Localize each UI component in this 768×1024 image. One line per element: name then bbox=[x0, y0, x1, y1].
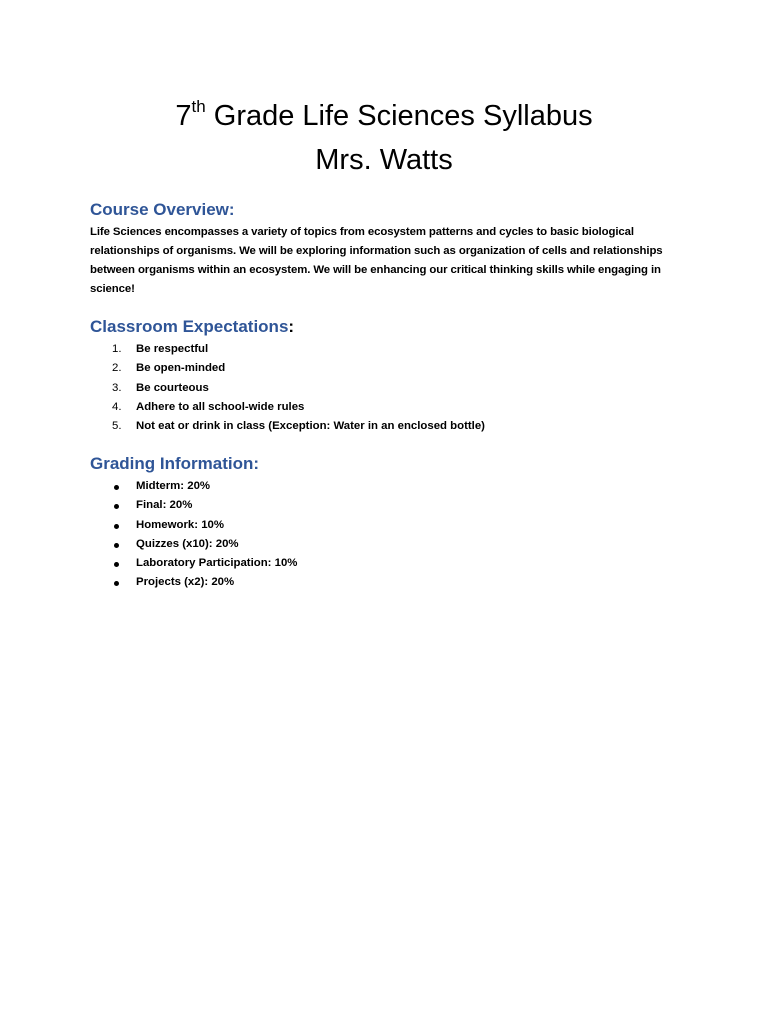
list-item bbox=[90, 359, 680, 378]
list-item-text: Adhere to all school-wide rules bbox=[136, 400, 305, 413]
grading-information-section bbox=[90, 453, 680, 593]
title-line-1 bbox=[0, 94, 768, 138]
list-item-text: Projects (x2): 20% bbox=[136, 576, 235, 589]
bullet-icon bbox=[114, 485, 119, 490]
list-item-text: Laboratory Participation: 10% bbox=[136, 557, 298, 570]
classroom-expectations-heading-colon: : bbox=[288, 317, 295, 336]
grading-information-heading-text: Grading Information bbox=[90, 454, 254, 473]
list-item-text: Midterm: 20% bbox=[136, 480, 211, 492]
bullet-icon bbox=[114, 581, 119, 586]
grading-information-heading-colon: : bbox=[253, 454, 260, 473]
list-item bbox=[90, 379, 680, 398]
list-item bbox=[90, 554, 680, 573]
list-number: 4. bbox=[112, 400, 122, 413]
grade-number: 7 bbox=[175, 100, 192, 132]
classroom-expectations-section bbox=[90, 316, 680, 436]
list-item-text: Homework: 10% bbox=[136, 518, 224, 531]
list-item bbox=[90, 535, 680, 554]
list-item bbox=[90, 516, 680, 535]
list-number: 2. bbox=[112, 362, 122, 375]
bullet-icon bbox=[114, 562, 119, 567]
grading-list bbox=[90, 477, 680, 593]
list-item-text: Be open-minded bbox=[136, 362, 226, 375]
list-item-text: Be respectful bbox=[136, 343, 209, 355]
classroom-expectations-heading-text: Classroom Expectations bbox=[90, 317, 289, 336]
classroom-expectations-heading bbox=[90, 316, 680, 338]
course-overview-heading-text: Course Overview bbox=[90, 200, 229, 219]
teacher-name: Mrs. Watts bbox=[315, 144, 453, 176]
list-number: 1. bbox=[112, 343, 122, 355]
list-item-text: Be courteous bbox=[136, 381, 209, 394]
title-rest: Grade Life Sciences Syllabus bbox=[205, 100, 593, 132]
list-item bbox=[90, 398, 680, 417]
list-item bbox=[90, 340, 680, 359]
list-number: 3. bbox=[112, 381, 122, 394]
list-item-text: Not eat or drink in class (Exception: Water in an enclosed bottle) bbox=[136, 420, 485, 433]
list-number: 5. bbox=[112, 420, 122, 433]
list-item bbox=[90, 496, 680, 515]
list-item bbox=[90, 573, 680, 592]
course-overview-body: Life Sciences encompasses a variety of topics from ecosystem patterns and cycles to basic biological relationships of organisms. We will be exploring information such as organization of cells and relationships between organisms within an ecosystem. We will be enhancing our critical thinking skills while engaging in science! bbox=[90, 226, 663, 295]
course-overview-heading-colon: : bbox=[228, 200, 235, 219]
document-title bbox=[0, 94, 768, 182]
list-item bbox=[90, 417, 680, 436]
grade-suffix: th bbox=[191, 97, 206, 116]
list-item bbox=[90, 477, 680, 496]
course-overview-heading bbox=[90, 199, 680, 221]
course-overview-section bbox=[90, 199, 680, 299]
expectations-list bbox=[90, 340, 680, 436]
list-item-text: Quizzes (x10): 20% bbox=[136, 537, 239, 550]
grading-information-heading bbox=[90, 453, 680, 475]
bullet-icon bbox=[114, 524, 119, 529]
list-item-text: Final: 20% bbox=[136, 499, 193, 512]
bullet-icon bbox=[114, 504, 119, 509]
bullet-icon bbox=[114, 543, 119, 548]
